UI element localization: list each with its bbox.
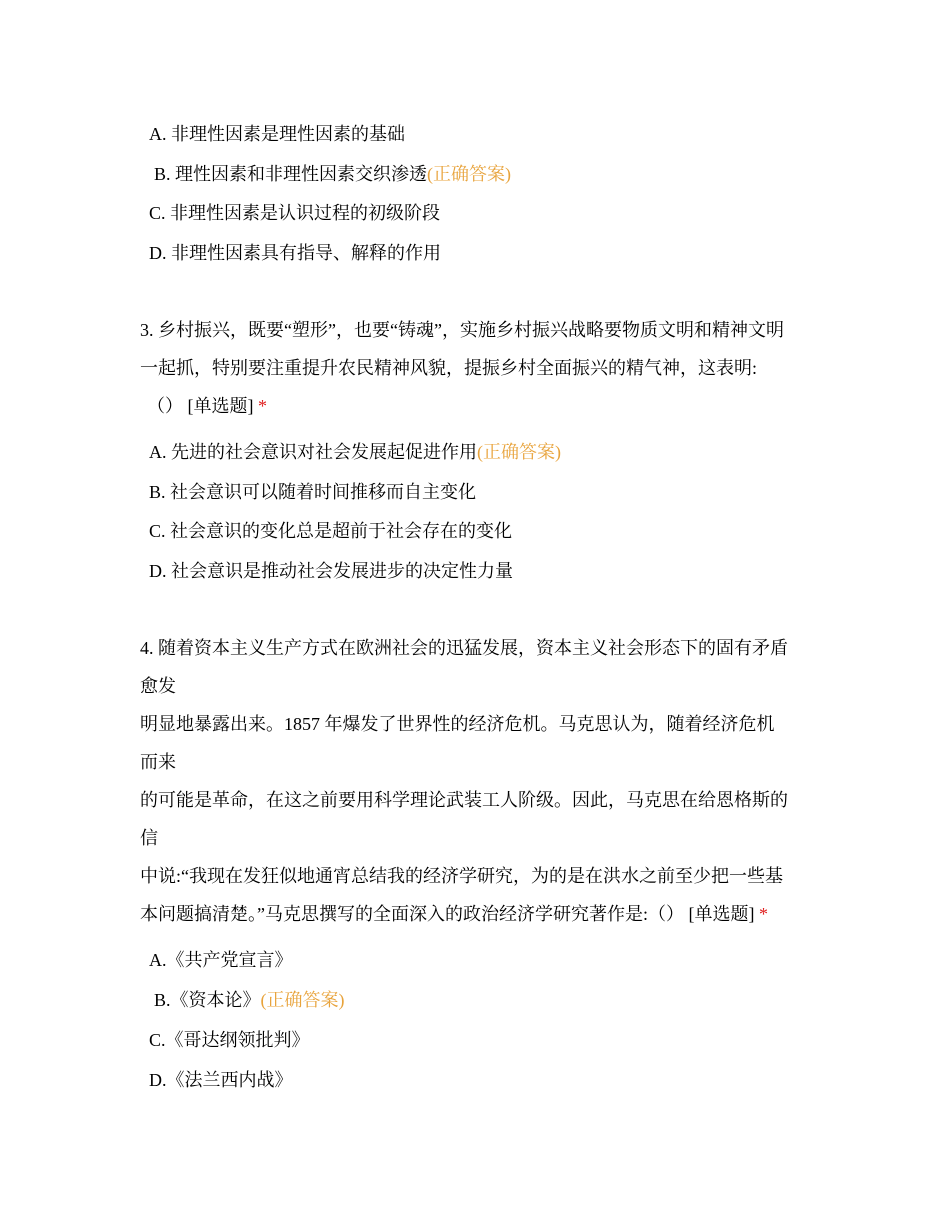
question-stem-end: 本问题搞清楚。”马克思撰写的全面深入的政治经济学研究著作是:（） [单选题] <box>140 904 755 924</box>
q4-stem-line: 的可能是革命，在这之前要用科学理论武装工人阶级。因此，马克思在给恩格斯的 <box>140 790 788 810</box>
option-letter: C. <box>149 521 166 541</box>
correct-answer-marker: (正确答案) <box>427 164 512 184</box>
option-letter: A. <box>149 124 167 144</box>
q4-option-a[interactable] <box>149 948 293 972</box>
q3-stem-line: 3. 乡村振兴，既要“塑形”，也要“铸魂”，实施乡村振兴战略要物质文明和精神文明 <box>140 320 784 340</box>
required-star: * <box>258 396 267 416</box>
option-text: 理性因素和非理性因素交织渗透 <box>175 164 428 184</box>
q4-option-d[interactable] <box>149 1068 293 1092</box>
q4-stem-line: 4. 随着资本主义生产方式在欧洲社会的迅猛发展，资本主义社会形态下的固有矛盾 <box>140 638 788 658</box>
q3-option-a[interactable] <box>149 440 561 464</box>
option-letter: A. <box>149 442 167 462</box>
q3-option-d[interactable] <box>149 559 513 583</box>
option-letter: C. <box>149 203 166 223</box>
q3-stem-line <box>147 394 267 418</box>
q4-stem-line: 而来 <box>140 752 176 772</box>
q2-option-c[interactable] <box>149 201 440 225</box>
option-text: 非理性因素是理性因素的基础 <box>171 124 405 144</box>
correct-answer-marker: (正确答案) <box>260 990 345 1010</box>
q2-option-a[interactable] <box>149 122 405 146</box>
q4-stem-line: 愈发 <box>140 676 176 696</box>
q3-stem-line: 一起抓，特别要注重提升农民精神风貌，提振乡村全面振兴的精气神，这表明: <box>140 358 757 378</box>
option-text: 《哥达纲领批判》 <box>165 1030 310 1050</box>
q4-option-b[interactable] <box>154 988 345 1012</box>
q4-stem-line <box>140 902 768 926</box>
option-letter: D. <box>149 561 167 581</box>
option-text: 非理性因素是认识过程的初级阶段 <box>170 203 441 223</box>
q4-stem-line: 信 <box>140 828 158 848</box>
option-letter: B. <box>154 164 171 184</box>
option-letter: D. <box>149 243 167 263</box>
option-text: 社会意识的变化总是超前于社会存在的变化 <box>170 521 513 541</box>
option-letter: B. <box>154 990 171 1010</box>
q2-option-b[interactable] <box>154 162 511 186</box>
option-letter: B. <box>149 482 166 502</box>
option-text: 先进的社会意识对社会发展起促进作用 <box>171 442 477 462</box>
option-text: 《资本论》 <box>170 990 261 1010</box>
option-letter: D. <box>149 1070 167 1090</box>
q4-option-c[interactable] <box>149 1028 310 1052</box>
option-text: 非理性因素具有指导、解释的作用 <box>171 243 441 263</box>
option-text: 《法兰西内战》 <box>166 1070 293 1090</box>
correct-answer-marker: (正确答案) <box>477 442 561 462</box>
q3-option-c[interactable] <box>149 519 512 543</box>
question-type: （） [单选题] <box>147 396 254 416</box>
option-text: 《共产党宣言》 <box>166 950 293 970</box>
q3-option-b[interactable] <box>149 480 476 504</box>
required-star: * <box>758 904 768 924</box>
option-text: 社会意识是推动社会发展进步的决定性力量 <box>171 561 513 581</box>
q2-option-d[interactable] <box>149 241 441 265</box>
option-letter: A. <box>149 950 167 970</box>
option-letter: C. <box>149 1030 166 1050</box>
option-text: 社会意识可以随着时间推移而自主变化 <box>170 482 477 502</box>
q4-stem-line: 中说:“我现在发狂似地通宵总结我的经济学研究，为的是在洪水之前至少把一些基 <box>140 866 783 886</box>
q4-stem-line: 明显地暴露出来。1857 年爆发了世界性的经济危机。马克思认为，随着经济危机 <box>140 714 775 734</box>
